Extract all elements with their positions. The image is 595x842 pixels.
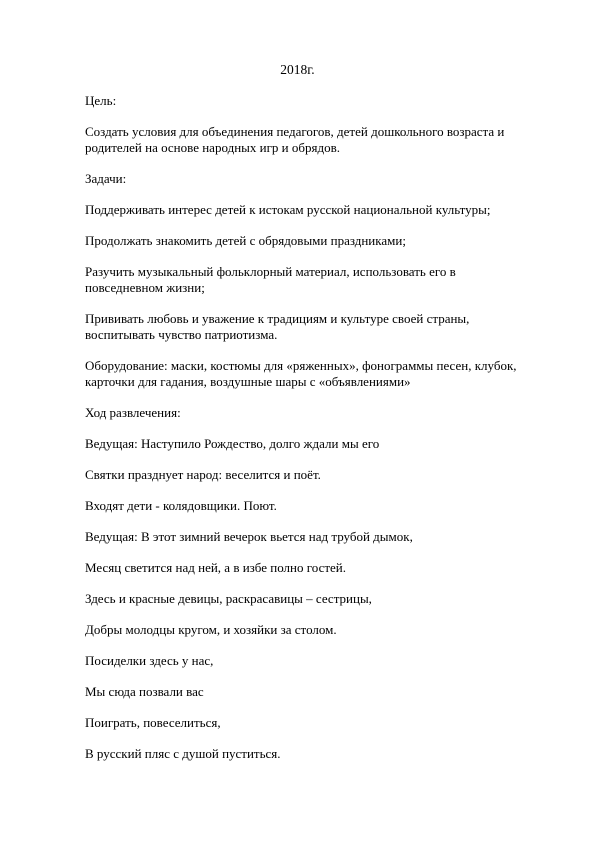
text-line: Здесь и красные девицы, раскрасавицы – сестрицы, [85,591,372,606]
text-line: Продолжать знакомить детей с обрядовыми праздниками; [85,233,406,248]
paragraph-task-2 [85,233,555,249]
paragraph-task-1 [85,202,555,218]
text-line: Мы сюда позвали вас [85,684,204,699]
paragraph-progress-label [85,405,555,421]
paragraph-verse [85,684,555,700]
text-line: Входят дети - колядовщики. Поют. [85,498,277,513]
text-line: родителей на основе народных игр и обрядов. [85,140,340,155]
text-line: карточки для гадания, воздушные шары с «объявлениями» [85,374,411,389]
paragraph-verse [85,560,555,576]
paragraph-task-4 [85,311,555,343]
text-line: Разучить музыкальный фольклорный материал, использовать его в [85,264,456,279]
document-year-heading: 2018г. [280,62,315,77]
paragraph-goal-label [85,93,555,109]
text-line: Ход развлечения: [85,405,181,420]
text-line: воспитывать чувство патриотизма. [85,327,278,342]
text-line: Поиграть, повеселиться, [85,715,221,730]
paragraph-verse [85,467,555,483]
text-line: Поддерживать интерес детей к истокам русской национальной культуры; [85,202,491,217]
text-line: Прививать любовь и уважение к традициям и культуре своей страны, [85,311,470,326]
text-line: Создать условия для объединения педагогов, детей дошкольного возраста и [85,124,505,139]
paragraph-verse [85,436,555,452]
text-line: Святки празднует народ: веселится и поёт. [85,467,321,482]
paragraph-verse [85,746,555,762]
paragraph-tasks-label [85,171,555,187]
paragraph-equipment [85,358,555,390]
paragraph-stage-direction [85,498,555,514]
text-line: Ведущая: В этот зимний вечерок вьется над трубой дымок, [85,529,413,544]
paragraph-task-3 [85,264,555,296]
paragraph-verse [85,653,555,669]
text-line: Месяц светится над ней, а в избе полно гостей. [85,560,346,575]
paragraph-verse [85,715,555,731]
paragraph-verse [85,591,555,607]
text-line: Ведущая: Наступило Рождество, долго ждали мы его [85,436,380,451]
text-line: Посиделки здесь у нас, [85,653,214,668]
text-line: В русский пляс с душой пуститься. [85,746,281,761]
paragraph-verse [85,622,555,638]
paragraph-goal [85,124,555,156]
text-line: повседневном жизни; [85,280,205,295]
text-line: Цель: [85,93,117,108]
text-line: Оборудование: маски, костюмы для «ряженных», фонограммы песен, клубок, [85,358,517,373]
text-line: Добры молодцы кругом, и хозяйки за столом. [85,622,337,637]
paragraph-verse [85,529,555,545]
text-line: Задачи: [85,171,127,186]
